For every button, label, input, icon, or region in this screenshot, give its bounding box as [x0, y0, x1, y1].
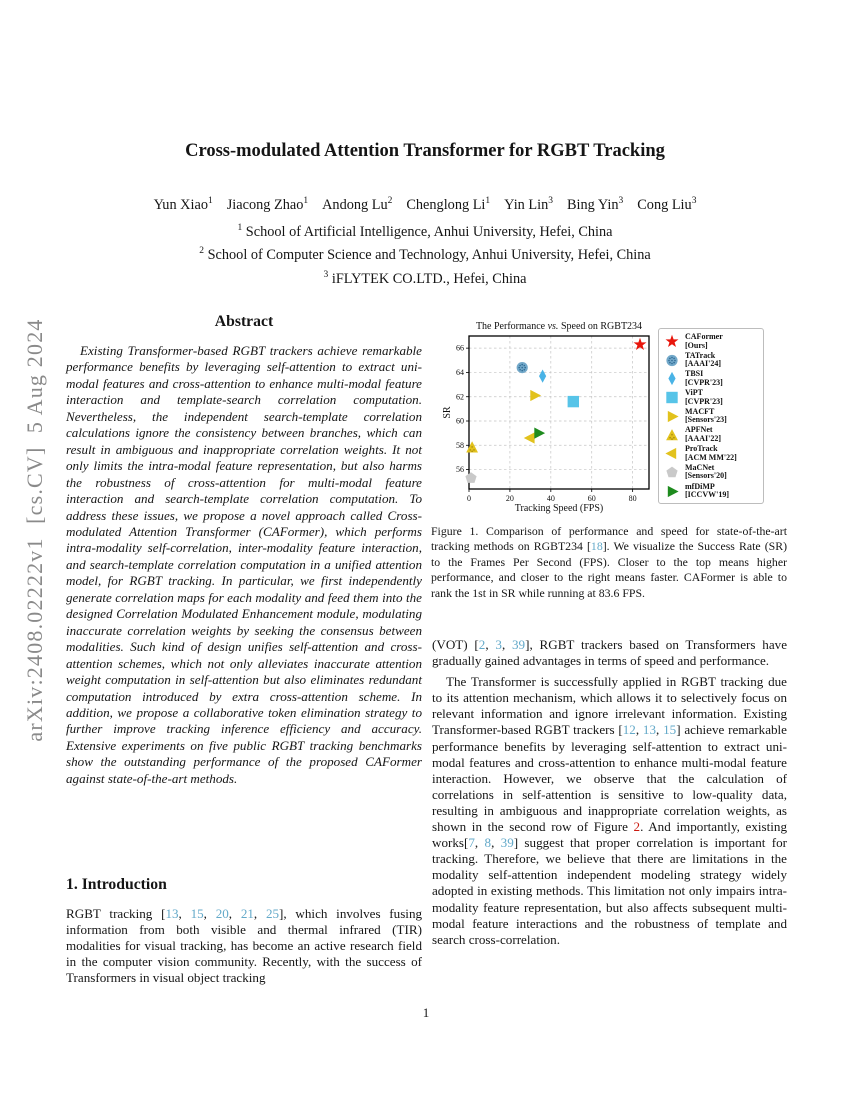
citation-link[interactable]: 18	[590, 539, 603, 554]
intro-paragraph-right-1	[432, 637, 787, 669]
text-segment: ,	[253, 906, 266, 921]
legend-label: TBSI [CVPR'23]	[685, 369, 723, 387]
chart-ticks	[466, 348, 633, 492]
author: Yin Lin$^3$	[504, 196, 553, 213]
legend-item-protrack	[664, 445, 759, 462]
performance-speed-chart	[442, 318, 654, 516]
abstract-body	[66, 343, 422, 787]
chart-title: The Performance vs. Speed on RGBT234	[475, 321, 643, 332]
square-icon	[664, 390, 680, 405]
triangle-right-marker	[668, 411, 679, 422]
svg-text:64: 64	[456, 368, 464, 378]
data-point-vipt	[568, 396, 579, 407]
chart-tick-labels	[456, 344, 637, 503]
svg-text:60: 60	[587, 494, 596, 503]
triangle-right-icon	[664, 409, 680, 424]
authors-line	[65, 196, 785, 214]
abstract-paragraph: Existing Transformer-based RGBT trackers achieve remarkable performance benefits by leveraging self-attention to extract uni-modal features and cross-attention to enhance multi-modal feature interaction and template-search correlation computation. Nevertheless, the independent search-template correlation calculations ignore the consistency between branches, which can result in ambiguous and inappropriate correlation weights. It not only limits the intra-modal feature representation, but also harms the robustness of cross-attention for multi-modal feature interaction and search-template correlation computation. To address these issues, we propose a novel approach called Cross-modulated Attention Transformer (CAFormer), which performs intra-modality self-correlation, inter-modality feature interaction, and search-template correlation computation in a unified attention model, for RGBT tracking. In particular, we first independently generate correlation maps for each modality and feed them into the designed Correlation Modulated Enhancement module, modulating inaccurate correlation weights by seeking the consensus between modalities. Such kind of design unifies self-attention and cross-attention schemes, which not only alleviates inaccurate attention weight computation in self-attention but also eliminates redundant computation introduced by extra cross-attention scheme. In addition, we propose a collaborative token elimination strategy to further improve tracking inference efficiency and accuracy. Extensive experiments on five public RGBT tracking benchmarks show the outstanding performance of the proposed CAFormer against state-of-the-art methods.	[66, 343, 422, 786]
legend-item-tbsi	[664, 370, 759, 387]
svg-text:0: 0	[467, 494, 471, 503]
affiliation-line: $^2$ School of Computer Science and Technology, Anhui University, Hefei, China	[199, 246, 651, 264]
chart-markers	[465, 338, 646, 483]
legend-item-caformer	[664, 333, 759, 350]
svg-text:62: 62	[456, 392, 464, 402]
legend-item-mfdimp	[664, 483, 759, 500]
intro-paragraph-left	[66, 906, 422, 986]
thin-diamond-icon	[664, 371, 680, 386]
figure-ref-link[interactable]: 2	[633, 819, 641, 835]
data-point-macnet	[465, 472, 476, 483]
citation-link[interactable]: 15	[190, 906, 204, 921]
triangle-right-marker	[668, 485, 679, 496]
svg-text:80: 80	[628, 494, 637, 503]
citation-link[interactable]: 2	[478, 637, 486, 652]
figure-1-caption	[431, 524, 787, 601]
paper-title: Cross-modulated Attention Transformer for RGBT Tracking	[185, 141, 665, 161]
affiliation-line: $^1$ School of Artificial Intelligence, Anhui University, Hefei, China	[237, 223, 613, 240]
text-segment: ,	[656, 722, 664, 738]
author: Chenglong Li$^1$	[406, 196, 491, 213]
legend-label: CAFormer [Ours]	[685, 332, 723, 350]
triangle-up-dotted-icon	[664, 428, 680, 443]
chart-xlabel: Tracking Speed (FPS)	[514, 503, 604, 514]
text-segment: The Transformer is successfully applied in RGBT tracking due to its attention mechanism, which allows it to selectively focus on relevant information and ignore irrelevant information. Existing Transformer-based RGBT trackers [	[432, 674, 787, 738]
legend-item-macnet	[664, 464, 759, 481]
arxiv-watermark: arXiv:2408.02222v1 [cs.CV] 5 Aug 2024	[22, 318, 47, 742]
abstract-heading: Abstract	[214, 313, 274, 330]
triangle-left-icon	[664, 446, 680, 461]
citation-link[interactable]: 12	[622, 722, 636, 738]
text-segment: ] achieve remarkable performance benefits by leveraging self-attention to extract uni-modal features and cross-attention to enhance multi-modal feature interaction. However, we observe that the calculation of correlations in self-attention is sensitive to low-quality data, resulting in ambiguous and inappropriate correlation weights, as shown in the second row of Figure	[432, 722, 787, 835]
triangle-up-dotted-marker	[666, 429, 678, 440]
citation-link[interactable]: 39	[500, 835, 514, 851]
square-marker	[666, 392, 677, 403]
text-segment: (VOT) [	[432, 637, 479, 652]
right-column-body	[432, 637, 787, 948]
text-segment: ,	[228, 906, 241, 921]
data-point-tbsi	[539, 370, 546, 383]
affiliations	[65, 219, 785, 289]
citation-link[interactable]: 13	[642, 722, 657, 738]
text-segment: ,	[474, 835, 485, 851]
intro-paragraph-right-2	[432, 674, 787, 948]
citation-link[interactable]: 20	[215, 906, 229, 921]
data-point-apfnet	[466, 441, 478, 452]
legend-label: APFNet [AAAI'22]	[685, 425, 721, 444]
svg-text:58: 58	[456, 440, 464, 450]
data-point-protrack	[524, 432, 535, 443]
citation-link[interactable]: 25	[265, 906, 280, 921]
triangle-left-marker	[665, 448, 676, 459]
author: Cong Liu$^3$	[637, 196, 697, 213]
chart-plot-area	[469, 336, 649, 489]
legend-item-apfnet	[664, 426, 759, 443]
svg-text:66: 66	[456, 343, 464, 353]
legend-item-tatrack	[664, 352, 759, 369]
circle-dotted-icon	[664, 353, 680, 368]
legend-label: mfDiMP [ICCVW'19]	[685, 481, 729, 500]
legend-label: ViPT [CVPR'23]	[685, 388, 723, 406]
legend-item-vipt	[664, 389, 759, 406]
thin-diamond-marker	[668, 372, 675, 385]
text-segment: ,	[635, 722, 643, 738]
chart-legend	[658, 328, 764, 504]
citation-link[interactable]: 13	[165, 906, 179, 921]
section-heading-introduction: 1. Introduction	[66, 876, 167, 893]
author: Bing Yin$^3$	[567, 196, 624, 213]
text-segment: ,	[501, 637, 512, 652]
citation-link[interactable]: 15	[663, 722, 677, 738]
triangle-right-icon	[664, 484, 680, 499]
page-number: 1	[422, 1005, 430, 1020]
legend-label: MaCNet [Sensors'20]	[685, 462, 727, 481]
citation-link[interactable]: 7	[468, 835, 475, 851]
data-point-macft	[530, 390, 541, 401]
text-segment: ,	[485, 637, 496, 652]
citation-link[interactable]: 21	[240, 906, 254, 921]
author: Jiacong Zhao$^1$	[226, 196, 309, 213]
citation-link[interactable]: 39	[512, 637, 526, 652]
pentagon-icon	[664, 465, 680, 480]
text-segment: ]. We visualize the Success Rate (SR) to the Frames Per Second (FPS). Closer to the top means higher performance, and closer to the right means faster. CAFormer is able to rank the 1st in SR while running at 83.6 FPS.	[431, 539, 787, 600]
svg-text:20: 20	[505, 494, 514, 503]
circle-dotted-marker	[666, 355, 677, 366]
figure-1	[432, 318, 787, 523]
data-point-mfdimp	[534, 428, 545, 439]
svg-text:40: 40	[546, 494, 555, 503]
chart-gridlines	[469, 336, 649, 489]
text-segment: ,	[203, 906, 216, 921]
text-segment: RGBT tracking [	[66, 906, 166, 921]
star-icon	[664, 334, 680, 349]
legend-label: TATrack [AAAI'24]	[685, 350, 721, 369]
svg-text:60: 60	[456, 416, 464, 426]
text-segment: . And importantly, existing works[	[432, 819, 787, 851]
text-segment: ,	[178, 906, 191, 921]
text-segment: ], which involves fusing information from both visible and thermal infrared (TIR) modalities for visual tracking, has become an active research field in the computer vision community. Recently, with the success of Transformers in visual object tracking	[66, 906, 423, 986]
legend-label: MACFT [Sensors'23]	[685, 406, 727, 425]
legend-item-macft	[664, 408, 759, 425]
legend-label: ProTrack [ACM MM'22]	[685, 444, 737, 462]
text-segment: ], RGBT trackers based on Transformers have gradually gained advantages in terms of speed and performance.	[432, 637, 788, 669]
pentagon-marker	[666, 467, 677, 478]
data-point-tatrack	[517, 362, 528, 373]
author: Andong Lu$^2$	[322, 196, 393, 213]
svg-text:56: 56	[456, 465, 464, 475]
affiliation-line: $^3$ iFLYTEK CO.LTD., Hefei, China	[323, 269, 527, 287]
star-marker	[666, 335, 679, 347]
text-segment: Figure 1. Comparison of performance and speed for state-of-the-art tracking methods on RGBT234 [	[431, 524, 787, 554]
chart-ylabel: SR	[442, 406, 453, 419]
text-segment: ,	[491, 835, 501, 851]
citation-link[interactable]: 8	[484, 835, 492, 851]
citation-link[interactable]: 3	[495, 637, 502, 652]
author: Yun Xiao$^1$	[153, 196, 213, 213]
text-segment: ] suggest that proper correlation is important for tracking. Therefore, we believe that there are limitations in the modality self-attention independent modeling strategy widely adopted in existing methods. This limitation not only impairs intra-modality feature representation, but also affects subsequent multi-modal feature interactions and the robustness of template and search cross-correlation.	[432, 835, 788, 947]
